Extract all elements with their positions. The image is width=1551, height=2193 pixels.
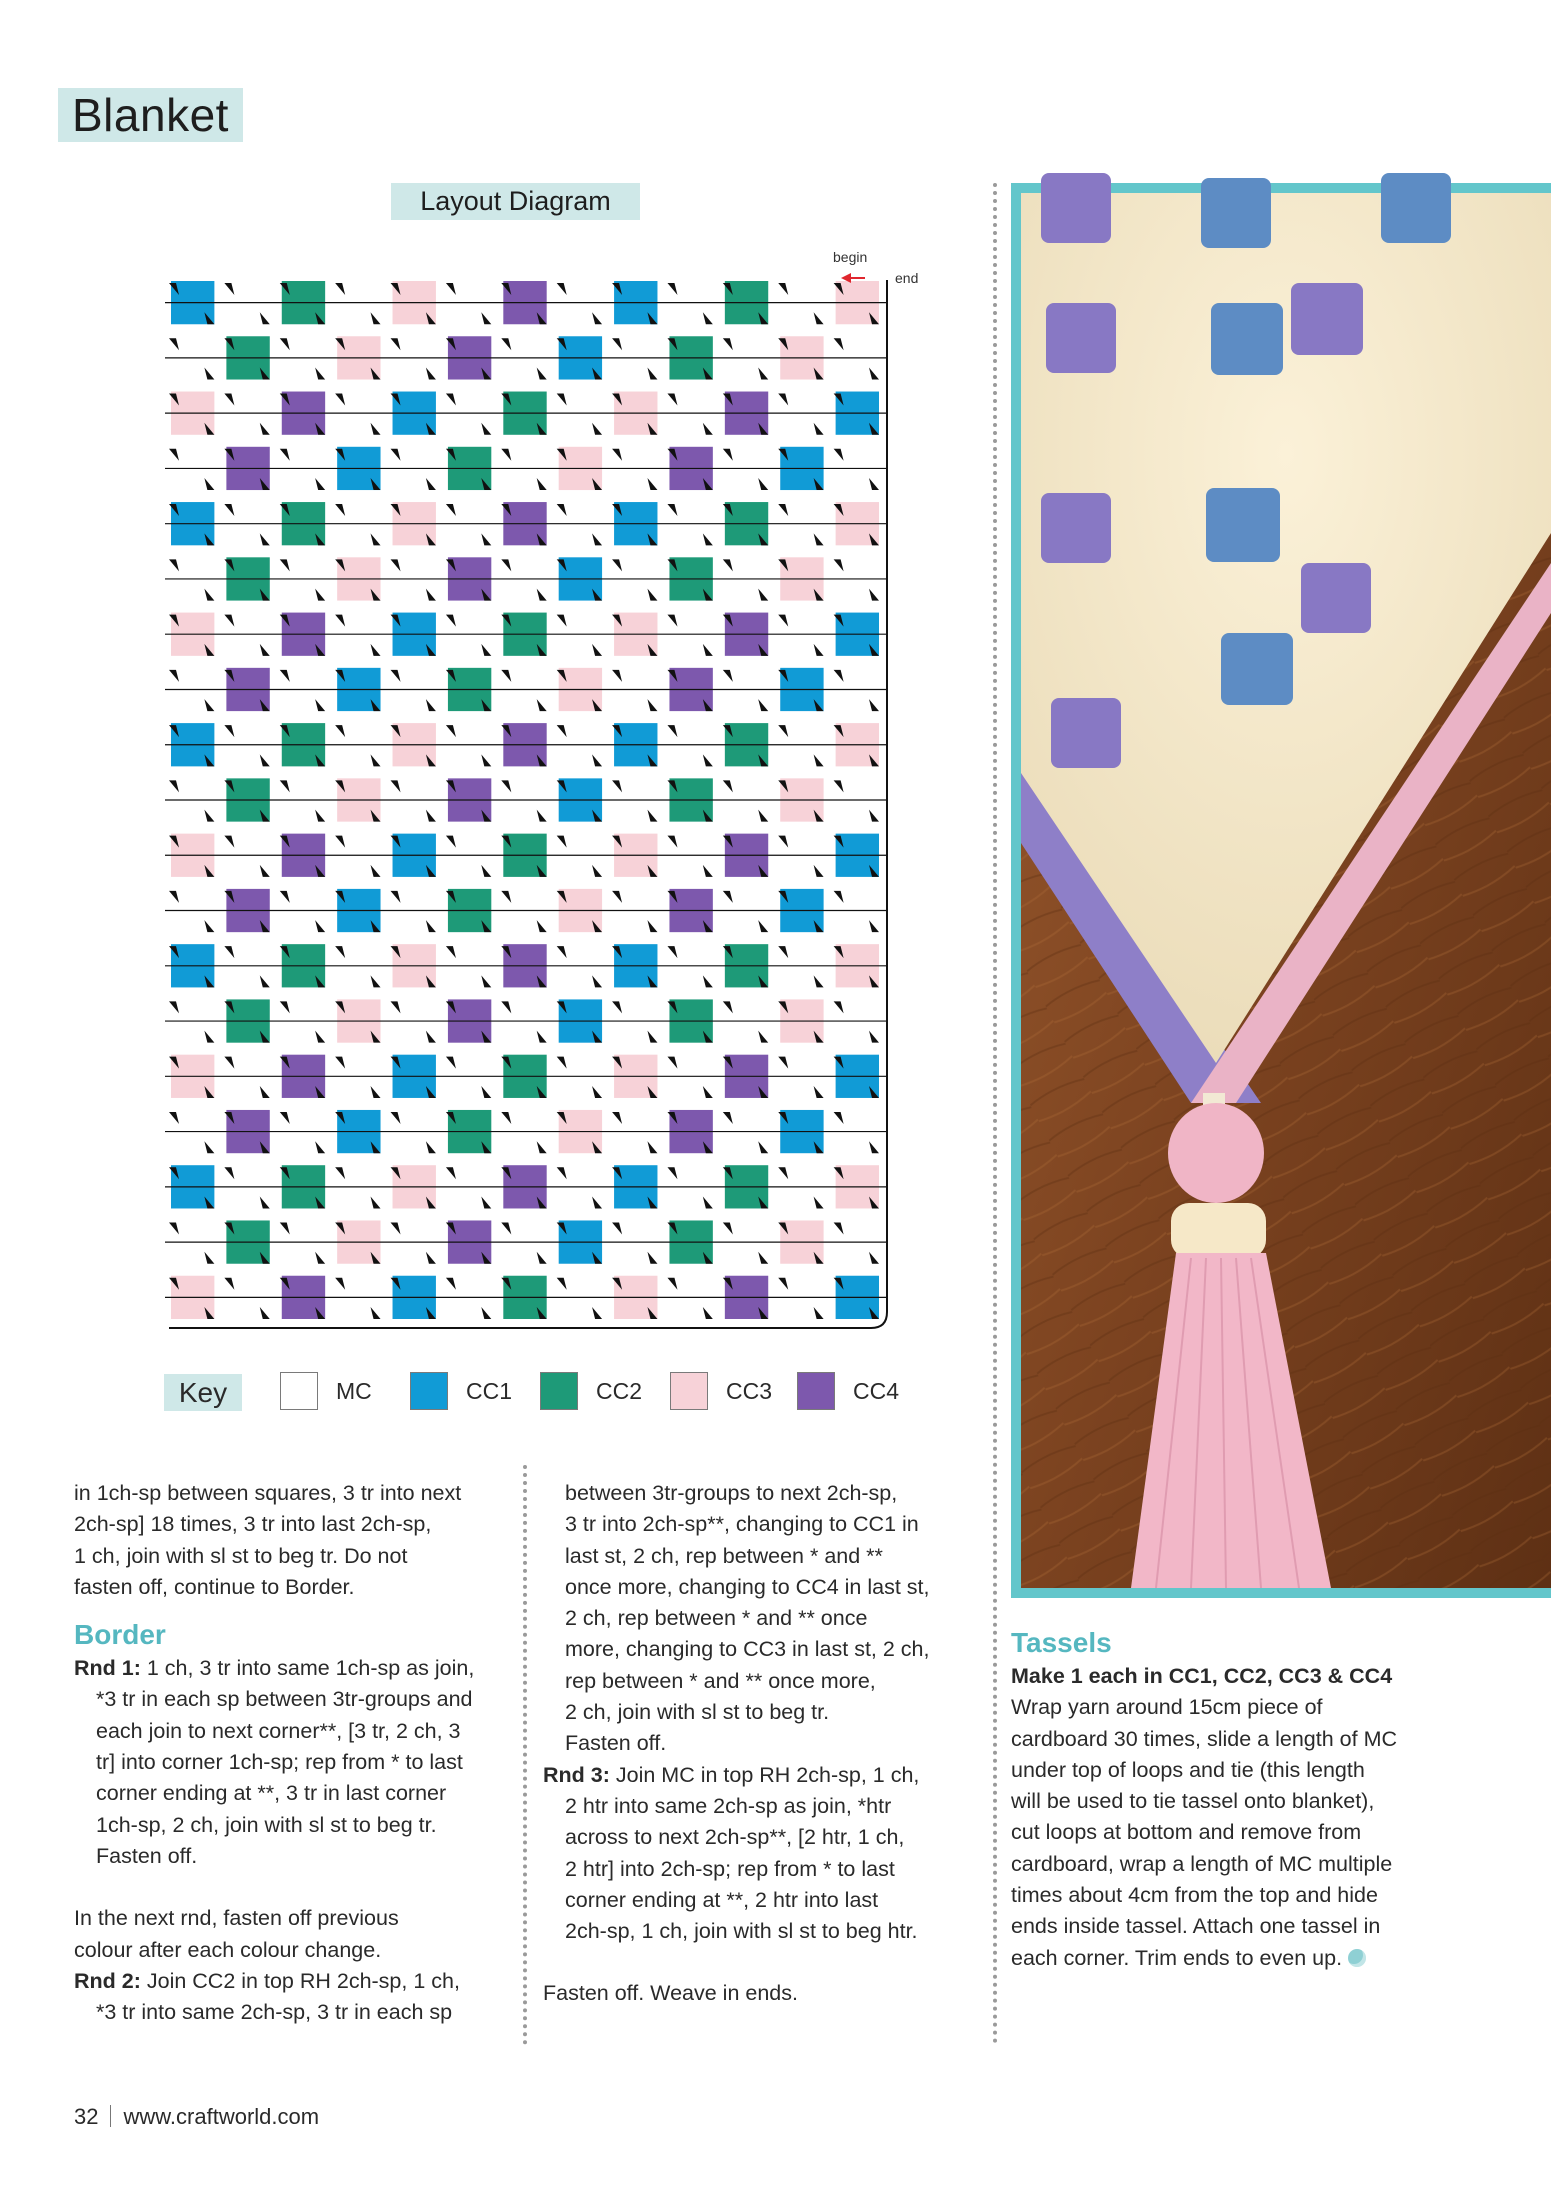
instructions-column-2 xyxy=(543,1478,983,2010)
rnd3-text: Join MC in top RH 2ch-sp, 1 ch, xyxy=(609,1762,920,1787)
rnd1-line: each join to next corner**, [3 tr, 2 ch, 3 xyxy=(96,1718,461,1743)
tassels-line: ends inside tassel. Attach one tassel in xyxy=(1011,1914,1381,1939)
rnd3-line: 2 htr into same 2ch-sp as join, *htr xyxy=(565,1793,892,1818)
closing-line: Fasten off. Weave in ends. xyxy=(543,1981,798,2006)
rnd1-first-line xyxy=(74,1653,514,1684)
key-name-cc1: CC1 xyxy=(466,1378,513,1404)
swatch-cc2 xyxy=(540,1372,578,1410)
rnd1-line: Fasten off. xyxy=(96,1843,198,1868)
page-number: 32 xyxy=(74,2104,99,2129)
key-name-cc4: CC4 xyxy=(853,1378,900,1404)
rnd3-line: across to next 2ch-sp**, [2 htr, 1 ch, xyxy=(565,1825,905,1850)
instructions-column-3 xyxy=(1011,1625,1531,1974)
rnd1-line: tr] into corner 1ch-sp; rep from * to last xyxy=(96,1750,463,1775)
column-divider-2 xyxy=(993,183,997,2045)
tassels-line: cardboard 30 times, slide a length of MC xyxy=(1011,1726,1398,1751)
blanket-photo xyxy=(1021,193,1551,1588)
rnd1-text: 1 ch, 3 tr into same 1ch-sp as join, xyxy=(140,1656,475,1681)
tassels-last-line xyxy=(1011,1943,1531,1974)
diagram-title: Layout Diagram xyxy=(391,183,640,220)
rnd3-line: 2ch-sp, 1 ch, join with sl st to beg htr. xyxy=(565,1919,918,1944)
rnd2-line: between 3tr-groups to next 2ch-sp, xyxy=(565,1481,898,1505)
page-footer xyxy=(74,2104,319,2130)
rnd2-line: 3 tr into 2ch-sp**, changing to CC1 in xyxy=(565,1512,919,1537)
rnd2-line: 2 ch, rep between * and ** once xyxy=(565,1606,868,1631)
intro-line: in 1ch-sp between squares, 3 tr into next xyxy=(74,1481,462,1505)
rnd2-line: 2 ch, join with sl st to beg tr. xyxy=(565,1700,830,1725)
page-title: Blanket xyxy=(58,88,243,142)
swatch-cc3 xyxy=(670,1372,708,1410)
intro-line: fasten off, continue to Border. xyxy=(74,1574,355,1599)
rnd2-line: more, changing to CC3 in last st, 2 ch, xyxy=(565,1637,930,1662)
layout-diagram xyxy=(165,249,919,1330)
key-name-cc2: CC2 xyxy=(596,1378,643,1404)
tassels-line: cardboard, wrap a length of MC multiple xyxy=(1011,1851,1393,1876)
rnd3-line: 2 htr] into 2ch-sp; rep from * to last xyxy=(565,1856,895,1881)
yarn-ball-icon xyxy=(1348,1949,1366,1967)
rnd2-line: *3 tr into same 2ch-sp, 3 tr in each sp xyxy=(96,2000,453,2025)
rnd1-label: Rnd 1: xyxy=(74,1656,141,1681)
tassel-wrap xyxy=(1171,1203,1266,1258)
rnd1-line: *3 tr in each sp between 3tr-groups and xyxy=(96,1687,473,1712)
website-link[interactable]: www.craftworld.com xyxy=(123,2104,320,2129)
footer-divider xyxy=(110,2105,111,2127)
tassels-heading: Tassels xyxy=(1011,1627,1112,1658)
tassels-line: Wrap yarn around 15cm piece of xyxy=(1011,1695,1323,1720)
tassels-subheading: Make 1 each in CC1, CC2, CC3 & CC4 xyxy=(1011,1664,1393,1688)
border-heading: Border xyxy=(74,1619,166,1651)
note-line: colour after each colour change. xyxy=(74,1937,382,1962)
key-label: Key xyxy=(164,1374,242,1411)
rnd2-first-line xyxy=(74,1966,514,1997)
begin-label: begin xyxy=(833,249,868,265)
tassel-head xyxy=(1168,1103,1264,1203)
note-line: In the next rnd, fasten off previous xyxy=(74,1906,399,1931)
tassels-line: will be used to tie tassel onto blanket), xyxy=(1011,1789,1375,1814)
key-name-cc3: CC3 xyxy=(726,1378,773,1404)
rnd3-label: Rnd 3: xyxy=(543,1762,610,1787)
swatch-cc1 xyxy=(410,1372,448,1410)
rnd1-line: corner ending at **, 3 tr in last corner xyxy=(96,1781,447,1806)
key-name-mc: MC xyxy=(336,1378,372,1404)
rnd1-line: 1ch-sp, 2 ch, join with sl st to beg tr. xyxy=(96,1812,437,1837)
rnd2-line: once more, changing to CC4 in last st, xyxy=(565,1574,930,1599)
rnd2-line: Fasten off. xyxy=(565,1731,667,1756)
rnd2-line: last st, 2 ch, rep between * and ** xyxy=(565,1543,883,1568)
intro-line: 2ch-sp] 18 times, 3 tr into last 2ch-sp, xyxy=(74,1512,432,1537)
end-label: end xyxy=(895,270,919,286)
rnd3-line: corner ending at **, 2 htr into last xyxy=(565,1887,879,1912)
swatch-cc4 xyxy=(797,1372,835,1410)
rnd2-line: rep between * and ** once more, xyxy=(565,1668,876,1693)
rnd3-first-line xyxy=(543,1760,983,1791)
swatch-mc xyxy=(280,1372,318,1410)
tassels-line: times about 4cm from the top and hide xyxy=(1011,1883,1378,1908)
rnd2-text: Join CC2 in top RH 2ch-sp, 1 ch, xyxy=(140,1968,460,1993)
tassels-line: cut loops at bottom and remove from xyxy=(1011,1820,1362,1845)
rnd2-label: Rnd 2: xyxy=(74,1968,141,1993)
instructions-column-1 xyxy=(74,1478,514,2028)
tassels-line: under top of loops and tie (this length xyxy=(1011,1757,1365,1782)
tassels-line: each corner. Trim ends to even up. xyxy=(1011,1945,1343,1970)
column-divider-1 xyxy=(523,1465,527,2045)
intro-line: 1 ch, join with sl st to beg tr. Do not xyxy=(74,1543,408,1568)
